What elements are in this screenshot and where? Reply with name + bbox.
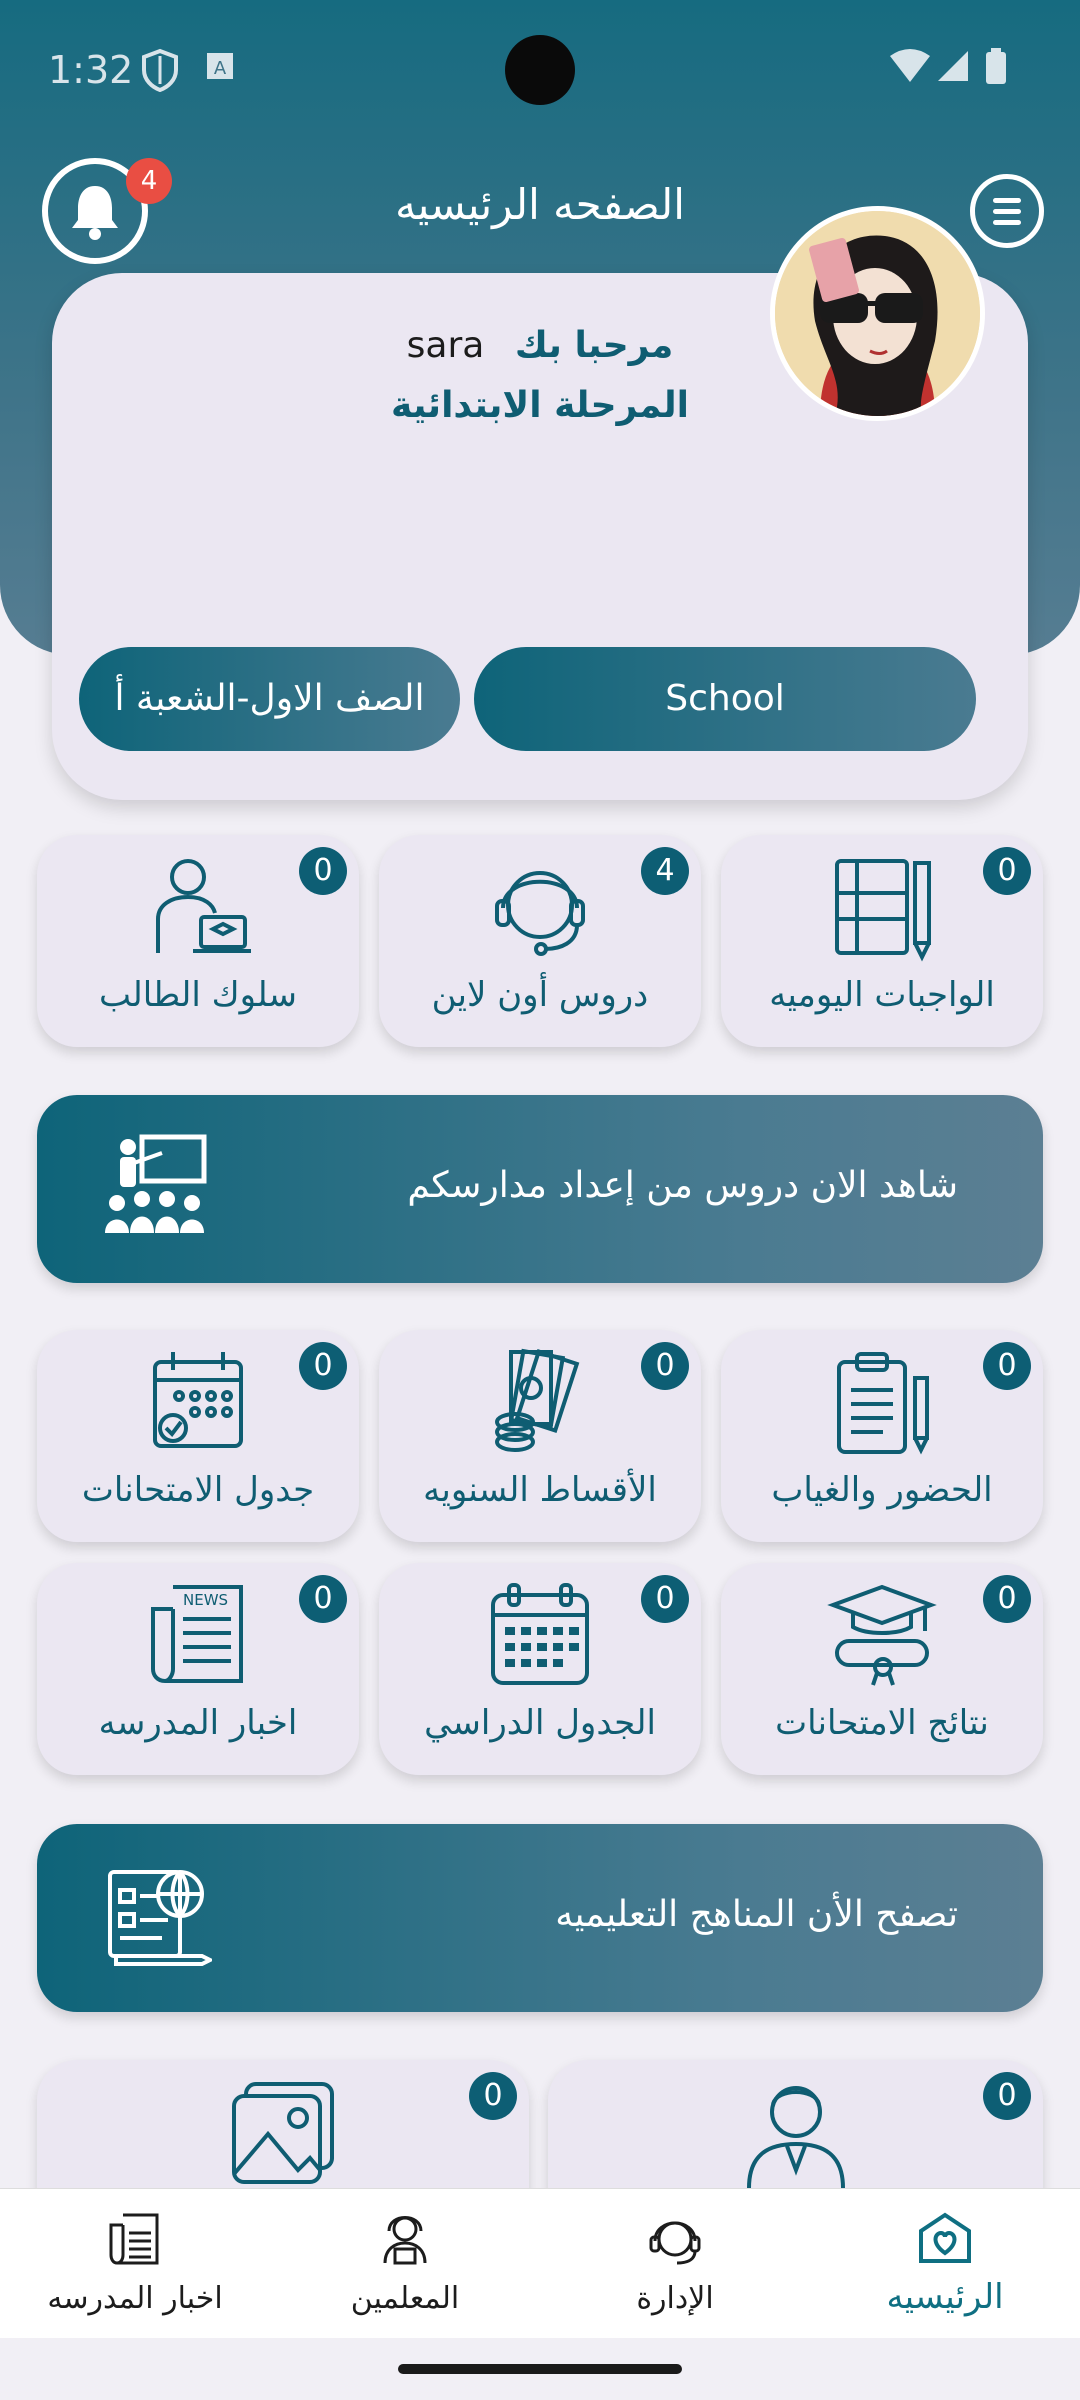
staff-person-icon: [548, 2078, 1043, 2188]
tile-school-news[interactable]: [37, 1563, 359, 1775]
nav-label: اخبار المدرسه: [47, 2281, 223, 2316]
tile-label: اخبار المدرسه: [98, 1703, 298, 1743]
nav-label: الإدارة: [636, 2281, 714, 2316]
shield-icon: [140, 48, 180, 101]
bottom-navigation: [0, 2188, 1080, 2338]
count-badge: 0: [983, 1342, 1031, 1390]
tile-label: سلوك الطالب: [99, 975, 297, 1015]
watch-lessons-banner[interactable]: [37, 1095, 1043, 1283]
page-title: الصفحه الرئيسيه: [395, 180, 685, 229]
count-badge: 0: [641, 1342, 689, 1390]
curriculum-book-icon: [102, 1862, 212, 1981]
class-button[interactable]: الصف الاول-الشعبة أ: [79, 647, 460, 751]
tile-exam-schedule[interactable]: [37, 1330, 359, 1542]
count-badge: 4: [641, 847, 689, 895]
tile-exam-results[interactable]: [721, 1563, 1043, 1775]
teacher-class-icon: [102, 1133, 212, 1252]
front-camera: [505, 35, 575, 105]
notification-badge: 4: [126, 158, 172, 204]
home-icon: [810, 2211, 1080, 2271]
tile-student-behavior[interactable]: [37, 835, 359, 1047]
count-badge: 0: [469, 2072, 517, 2120]
tile-label: الأقساط السنويه: [423, 1470, 657, 1510]
nav-home[interactable]: [810, 2189, 1080, 2339]
nav-administration[interactable]: [540, 2189, 810, 2339]
count-badge: 0: [983, 2072, 1031, 2120]
banner-text: شاهد الان دروس من إعداد مدارسكم: [407, 1165, 958, 1206]
nav-teachers[interactable]: [270, 2189, 540, 2339]
tile-label: نتائج الامتحانات: [775, 1703, 989, 1743]
font-app-icon: [205, 48, 235, 92]
battery-icon: [984, 48, 1008, 95]
welcome-text: مرحبا بك: [514, 325, 674, 366]
nav-school-news[interactable]: [0, 2189, 270, 2339]
tile-label: دروس أون لاين: [431, 975, 649, 1015]
count-badge: 0: [983, 1575, 1031, 1623]
curriculum-banner[interactable]: [37, 1824, 1043, 2012]
user-name: sara: [406, 325, 485, 366]
count-badge: 0: [299, 847, 347, 895]
count-badge: 0: [299, 1342, 347, 1390]
tile-label: الحضور والغياب: [771, 1470, 993, 1510]
tile-online-lessons[interactable]: [379, 835, 701, 1047]
support-icon: [540, 2211, 810, 2271]
banner-text: تصفح الأن المناهج التعليميه: [555, 1894, 958, 1935]
teacher-icon: [270, 2211, 540, 2271]
nav-label: المعلمين: [350, 2281, 460, 2316]
signal-icon: [936, 48, 970, 92]
news-icon: [0, 2211, 270, 2271]
school-button[interactable]: School: [474, 647, 976, 751]
tile-attendance[interactable]: [721, 1330, 1043, 1542]
home-indicator[interactable]: [398, 2364, 682, 2374]
count-badge: 0: [983, 847, 1031, 895]
school-stage: المرحلة الابتدائية: [391, 385, 689, 426]
tile-label: جدول الامتحانات: [81, 1470, 315, 1510]
tile-label: الواجبات اليوميه: [769, 975, 995, 1015]
tile-label: الجدول الدراسي: [424, 1703, 656, 1743]
count-badge: 0: [641, 1575, 689, 1623]
tile-class-schedule[interactable]: [379, 1563, 701, 1775]
wifi-icon: [888, 48, 932, 93]
svg-text:A: A: [213, 58, 227, 79]
count-badge: 0: [299, 1575, 347, 1623]
svg-text:NEWS: NEWS: [183, 1591, 229, 1609]
status-time: 1:32: [48, 48, 134, 92]
tile-daily-homework[interactable]: [721, 835, 1043, 1047]
menu-button[interactable]: [970, 174, 1044, 248]
nav-label: الرئيسيه: [886, 2277, 1004, 2317]
tile-annual-installments[interactable]: [379, 1330, 701, 1542]
gallery-icon: [37, 2078, 529, 2188]
welcome-line: [0, 325, 1080, 366]
